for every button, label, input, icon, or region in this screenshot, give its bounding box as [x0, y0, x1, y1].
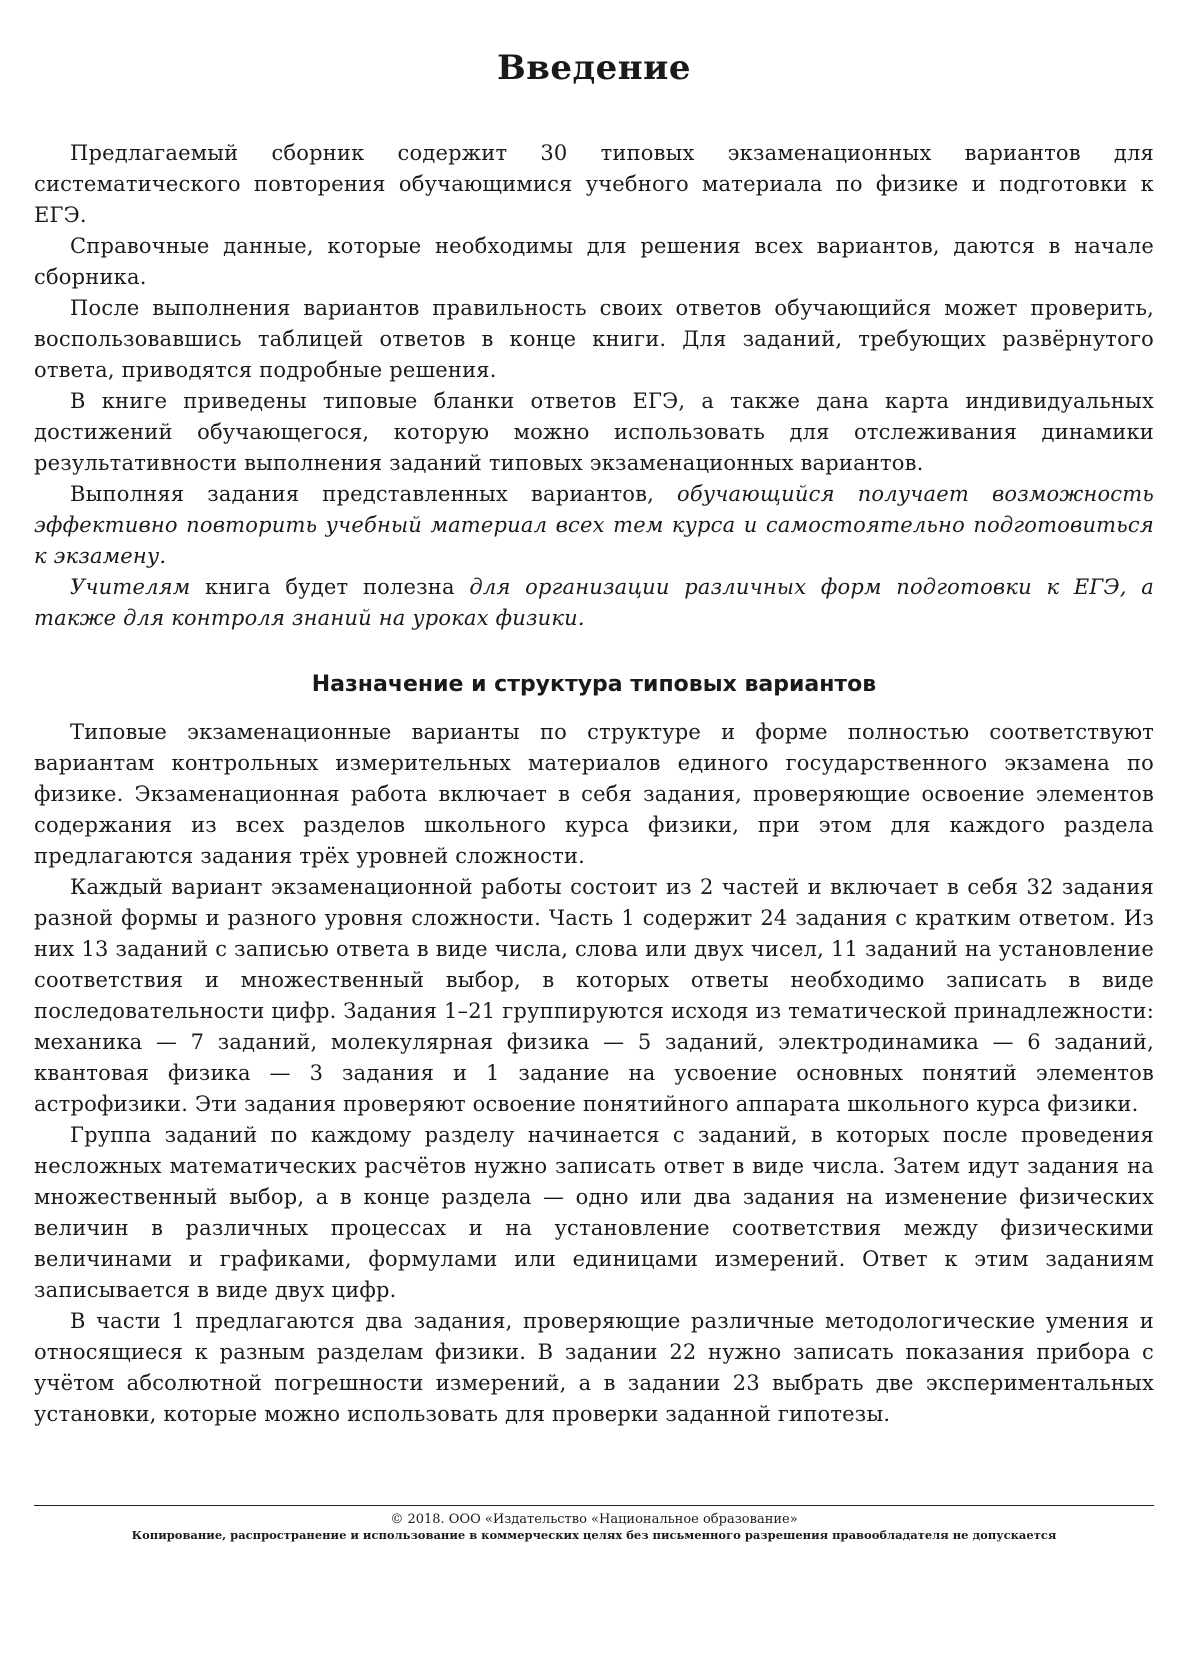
intro-paragraph-4: В книге приведены типовые бланки ответов ЕГЭ, а также дана карта индивидуальных достижений обучающегося, которую можно использовать для отслеживания динамики результативности выполнения заданий типовых экзаменационных вариантов. [34, 389, 1154, 475]
intro-p6-italic-teachers: Учителям [70, 575, 191, 599]
intro-paragraph-6 [34, 572, 1154, 634]
section-paragraph-2: Каждый вариант экзаменационной работы состоит из 2 частей и включает в себя 32 задания разной формы и разного уровня сложности. Часть 1 содержит 24 задания с кратким ответом. Из них 13 заданий с записью ответа в виде числа, слова или двух чисел, 11 заданий на установление соответствия и множественный выбор, в которых ответы необходимо записать в виде последовательности цифр. Задания 1–21 группируются исходя из тематической принадлежности: механика — 7 заданий, молекулярная физика — 5 заданий, электродинамика — 6 заданий, квантовая физика — 3 задания и 1 задание на усвоение основных понятий элементов астрофизики. Эти задания проверяют освоение понятийного аппарата школьного курса физики. [34, 875, 1154, 1116]
page-title: Введение [496, 48, 692, 88]
intro-paragraph-3: После выполнения вариантов правильность своих ответов обучающийся может проверить, воспользовавшись таблицей ответов в конце книги. Для заданий, требующих развёрнутого ответа, приводятся подробные решения. [34, 296, 1154, 382]
page-content [34, 30, 1154, 1430]
section-paragraph-4: В части 1 предлагаются два задания, проверяющие различные методологические умения и относящиеся к разным разделам физики. В задании 22 нужно записать показания прибора с учётом абсолютной погрешности измерений, а в задании 23 выбрать две экспериментальных установки, которые можно использовать для проверки заданной гипотезы. [34, 1309, 1154, 1426]
section-paragraph-3: Группа заданий по каждому разделу начинается с заданий, в которых после проведения несложных математических расчётов нужно записать ответ в виде числа. Затем идут задания на множественный выбор, а в конце раздела — одно или два задания на изменение физических величин в различных процессах и на установление соответствия между физическими величинами и графиками, формулами или единицами измерений. Ответ к этим заданиям записывается в виде двух цифр. [34, 1123, 1154, 1302]
section-heading: Назначение и структура типовых вариантов [311, 672, 877, 697]
intro-paragraph-1: Предлагаемый сборник содержит 30 типовых экзаменационных вариантов для систематического повторения обучающимися учебного материала по физике и подготовки к ЕГЭ. [34, 141, 1154, 227]
intro-p5-plain: Выполняя задания представленных вариантов, [70, 482, 678, 506]
intro-p6-italic-purpose: для организации различных форм подготовки к ЕГЭ, а также для контроля знаний на уроках физики. [34, 575, 1154, 630]
intro-p5-italic: обучающийся получает возможность эффективно повторить учебный материал всех тем курса и самостоятельно подготовиться к экзамену. [34, 482, 1154, 568]
footer-notice: Копирование, распространение и использование в коммерческих целях без письменного разрешения правообладателя не допускается [131, 1528, 1057, 1542]
page-footer [34, 1505, 1154, 1543]
footer-copyright: © 2018. ООО «Издательство «Национальное образование» [390, 1512, 798, 1527]
intro-paragraph-5 [34, 479, 1154, 572]
intro-paragraph-2: Справочные данные, которые необходимы для решения всех вариантов, даются в начале сборника. [34, 234, 1154, 289]
intro-p6-plain: книга будет полезна [190, 575, 470, 599]
section-paragraph-1: Типовые экзаменационные варианты по структуре и форме полностью соответствуют вариантам контрольных измерительных материалов единого государственного экзамена по физике. Экзаменационная работа включает в себя задания, проверяющие освоение элементов содержания из всех разделов школьного курса физики, при этом для каждого раздела предлагаются задания трёх уровней сложности. [34, 720, 1154, 868]
